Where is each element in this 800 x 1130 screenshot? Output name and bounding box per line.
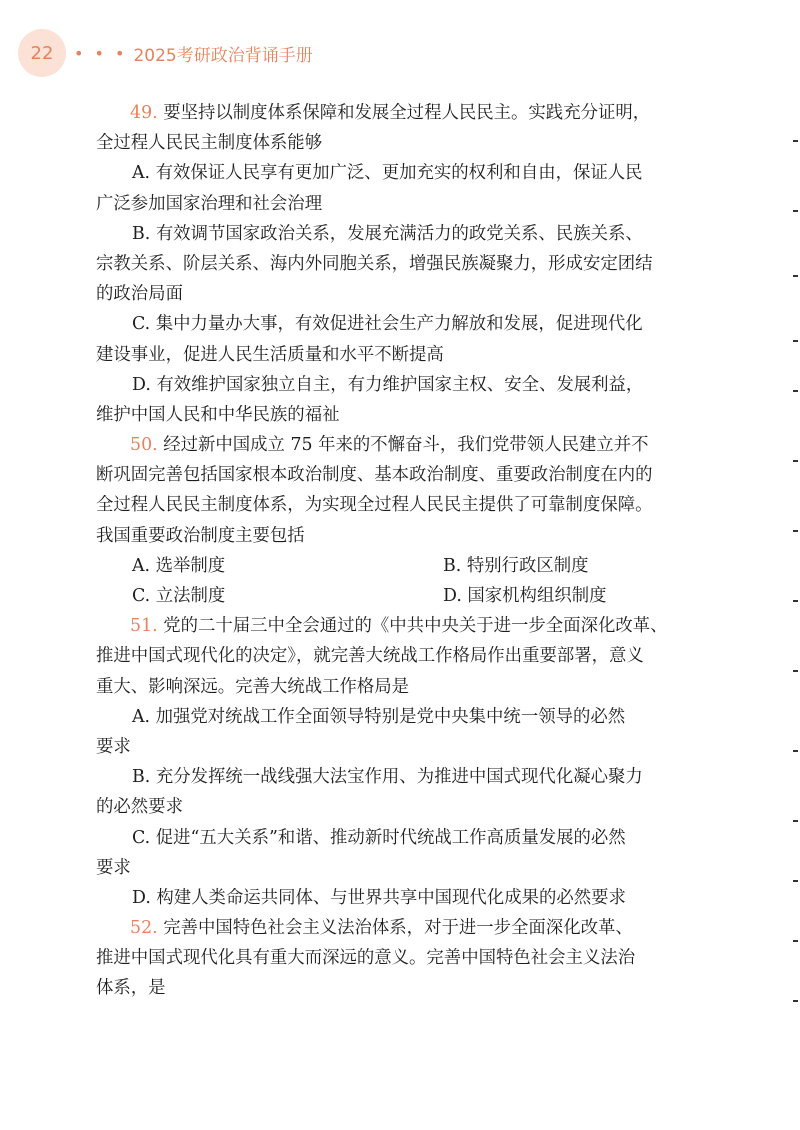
option-a: A. 加强党对统战工作全面领导特别是党中央集中统一领导的必然: [132, 706, 626, 727]
option-a: A. 有效保证人民享有更加广泛、更加充实的权利和自由，保证人民: [132, 163, 643, 184]
option-c-continued: 建设事业，促进人民生活质量和水平不断提高: [96, 344, 444, 365]
option-d: D. 有效维护国家独立自主，有力维护国家主权、安全、发展利益，: [132, 374, 644, 395]
question-stem-line: 断巩固完善包括国家根本政治制度、基本政治制度、重要政治制度在内的: [96, 465, 653, 486]
question-number: 49.: [130, 103, 158, 123]
question-stem-line: 52. 完善中国特色社会主义法治体系，对于进一步全面深化改革、: [96, 913, 706, 943]
header-dots: • • •: [74, 43, 128, 63]
page-number-badge: [18, 29, 66, 77]
page-header: [18, 28, 313, 78]
question-number: 50.: [130, 435, 158, 456]
book-title: 2025考研政治背诵手册: [133, 45, 313, 66]
option-c: C. 集中力量办大事，有效促进社会生产力解放和发展，促进现代化: [132, 314, 643, 335]
question-stem-line: 全过程人民民主制度体系能够: [96, 133, 323, 154]
question-49: [96, 98, 706, 430]
option-c: C. 促进“五大关系”和谐、推动新时代统战工作高质量发展的必然: [132, 827, 626, 848]
option-b-continued: 的必然要求: [96, 797, 183, 818]
option-b-continued: 宗教关系、阶层关系、海内外同胞关系，增强民族凝聚力，形成安定团结: [96, 253, 653, 274]
question-51: [96, 611, 706, 913]
question-stem-line: 推进中国式现代化具有重大而深远的意义。完善中国特色社会主义法治: [96, 948, 636, 969]
option-row: [96, 581, 706, 611]
question-stem-line: 49. 要坚持以制度体系保障和发展全过程人民民主。实践充分证明，: [96, 98, 706, 128]
question-stem-line: 体系，是: [96, 978, 166, 999]
question-stem-line: 51. 党的二十届三中全会通过的《中共中央关于进一步全面深化改革、: [96, 611, 706, 641]
option-b-continued: 的政治局面: [96, 284, 183, 305]
question-stem-line: 全过程人民民主制度体系，为实现全过程人民民主提供了可靠制度保障。: [96, 495, 653, 516]
option-b: B. 充分发挥统一战线强大法宝作用、为推进中国式现代化凝心聚力: [132, 767, 643, 788]
question-52: [96, 913, 706, 1004]
option-a: A. 选举制度: [132, 555, 226, 576]
page-number: 22: [30, 42, 54, 64]
option-d: D. 构建人类命运共同体、与世界共享中国现代化成果的必然要求: [132, 887, 626, 908]
option-row: [96, 551, 706, 581]
question-list: [96, 98, 706, 1004]
page-edge-marks: [788, 60, 800, 1060]
option-d: D. 国家机构组织制度: [443, 586, 607, 606]
question-stem-line: 50. 经过新中国成立 75 年来的不懈奋斗，我们党带领人民建立并不: [96, 430, 706, 460]
option-b: B. 有效调节国家政治关系，发展充满活力的政党关系、民族关系、: [132, 223, 643, 244]
question-stem-line: 推进中国式现代化的决定》，就完善大统战工作格局作出重要部署，意义: [96, 646, 644, 667]
option-c-continued: 要求: [96, 857, 131, 878]
option-a-continued: 广泛参加国家治理和社会治理: [96, 193, 323, 214]
option-b: B. 特别行政区制度: [443, 555, 589, 576]
question-50: [96, 430, 706, 611]
question-stem-line: 重大、影响深远。完善大统战工作格局是: [96, 676, 410, 697]
question-number: 51.: [130, 616, 158, 637]
question-stem-line: 我国重要政治制度主要包括: [96, 525, 305, 546]
option-d-continued: 维护中国人民和中华民族的福祉: [96, 404, 340, 425]
option-a-continued: 要求: [96, 736, 131, 757]
option-c: C. 立法制度: [132, 586, 226, 606]
question-number: 52.: [130, 918, 158, 939]
